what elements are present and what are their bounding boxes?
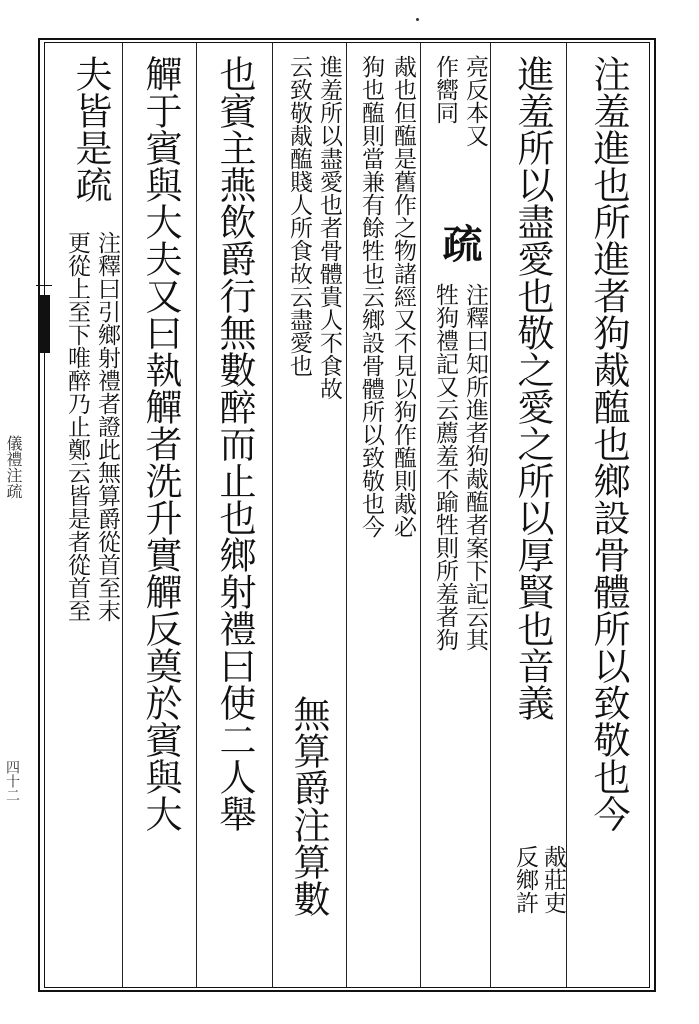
column-3-note-left-b: 牲狗禮記又云薦羞不踰牲則所羞者狗	[432, 283, 458, 651]
column-5-note-left: 云致敬胾醢賤人所食故云盡愛也	[286, 55, 312, 377]
text-column-7: 觶于賓與大夫又曰執觶者洗升實觶反奠於賓與大	[139, 55, 182, 832]
column-4-note-right: 胾也但醢是舊作之物諸經又不見以狗作醢則胾必	[390, 55, 416, 538]
text-column-1: 注羞進也所進者狗胾醢也鄉設骨體所以致敬也今	[587, 55, 630, 832]
margin-page-number: 四十二	[4, 760, 20, 802]
column-8-note-right: 注釋曰引鄉射禮者證此無算爵從首至末	[94, 231, 120, 622]
column-rule	[196, 43, 197, 987]
column-3-heading: 疏	[436, 223, 483, 263]
column-5-note-right: 進羞所以盡愛也者骨體貴人不食故	[316, 55, 342, 400]
text-column-4	[354, 55, 416, 980]
column-3-note-left-a: 作嚮同	[432, 55, 458, 124]
column-5-heading: 無算爵注算數	[287, 695, 330, 917]
column-3-note-right-b: 注釋曰知所進者狗胾醢者案下記云其	[462, 283, 488, 651]
fishtail-mark	[38, 295, 50, 353]
column-3-note-right-a: 亮反本又	[462, 55, 488, 147]
column-2-note-right: 胾莊吏	[540, 845, 566, 914]
margin-book-title: 儀禮注疏	[4, 435, 23, 499]
column-rule	[346, 43, 347, 987]
column-rule	[272, 43, 273, 987]
column-4-note-left: 狗也醢則當兼有餘牲也云鄉設骨體所以致敬也今	[358, 55, 384, 538]
column-2-main: 進羞所以盡愛也敬之愛之所以厚賢也音義	[511, 55, 554, 721]
column-2-note-left: 反鄉許	[512, 845, 538, 914]
fishtail-mark-line	[36, 285, 52, 294]
text-column-2	[510, 55, 570, 980]
text-column-3	[428, 55, 490, 980]
text-column-6: 也賓主燕飲爵行無數醉而止也鄉射禮曰使二人舉	[213, 55, 256, 832]
column-rule	[420, 43, 421, 987]
column-rule	[122, 43, 123, 987]
text-column-8	[56, 55, 122, 980]
column-8-main: 夫皆是疏	[69, 55, 112, 203]
ink-dot	[416, 18, 419, 21]
text-column-5	[280, 55, 344, 980]
column-rule	[490, 43, 491, 987]
column-8-note-left: 更從上至下唯醉乃止鄭云皆是者從首至	[64, 231, 90, 622]
